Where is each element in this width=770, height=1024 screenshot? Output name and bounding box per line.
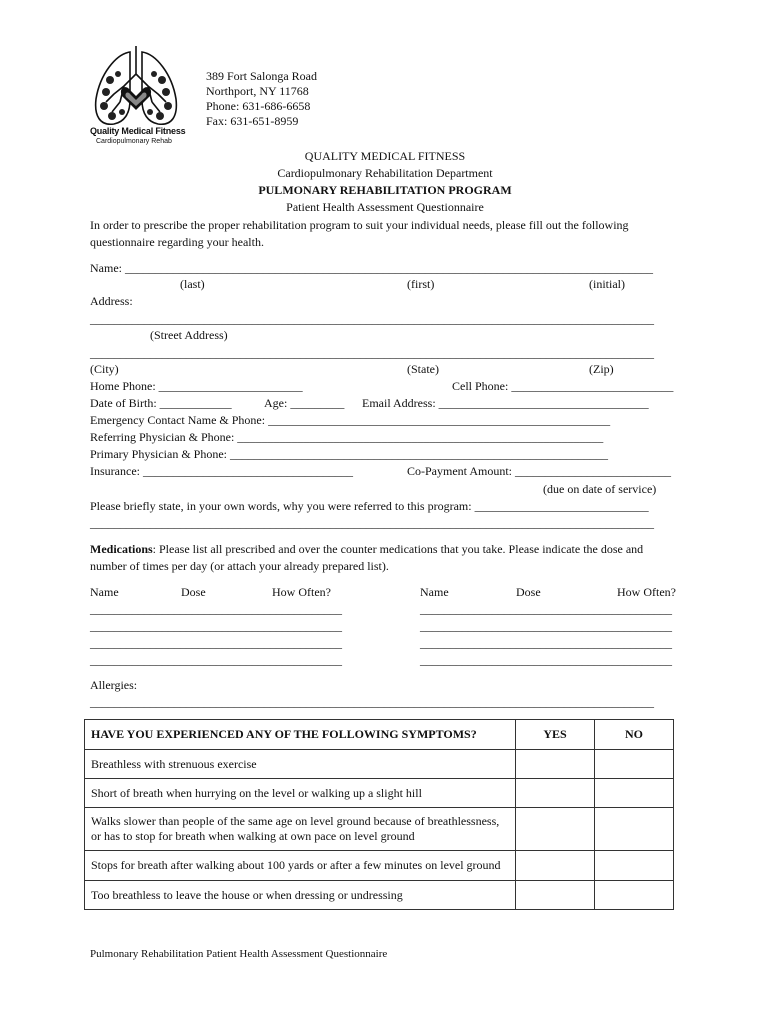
logo-subname: Cardiopulmonary Rehab	[96, 138, 172, 145]
org-name: QUALITY MEDICAL FITNESS	[304, 149, 466, 163]
medications-text: : Please list all prescribed and over the counter medications that you take. Please indicate the dose and	[152, 542, 644, 556]
page-footer: Pulmonary Rehabilitation Patient Health Assessment Questionnaire	[90, 948, 388, 960]
yes-cell[interactable]	[516, 881, 595, 910]
medications-text-2: number of times per day (or attach your already prepared list).	[90, 559, 389, 573]
col-dose-left: Dose	[181, 585, 206, 599]
label-last: (last)	[180, 277, 205, 291]
medications-instructions	[90, 542, 643, 557]
address-street: 389 Fort Salonga Road	[206, 69, 317, 83]
copay-note: (due on date of service)	[543, 482, 657, 496]
age-field[interactable]: Age: _________	[264, 396, 345, 410]
medication-line[interactable]: __________________________________________	[90, 602, 342, 616]
no-cell[interactable]	[595, 881, 674, 910]
medication-line[interactable]: __________________________________________	[420, 636, 672, 650]
referring-physician-field[interactable]: Referring Physician & Phone: _____________________________________________________________	[90, 430, 604, 444]
symptom-text	[85, 808, 516, 851]
table-row	[85, 808, 674, 851]
table-row	[85, 881, 674, 910]
yes-cell[interactable]	[516, 851, 595, 881]
clinic-address	[206, 69, 317, 129]
symptom-text: Stops for breath after walking about 100 yards or after a few minutes on level ground	[85, 851, 516, 881]
symptom-text: Breathless with strenuous exercise	[85, 750, 516, 779]
yes-cell[interactable]	[516, 779, 595, 808]
copay-field[interactable]: Co-Payment Amount: __________________________	[407, 464, 671, 478]
label-street: (Street Address)	[150, 328, 228, 342]
medications-label: Medications	[90, 542, 153, 556]
lungs-icon	[86, 44, 186, 130]
address-city: Northport, NY 11768	[206, 84, 309, 98]
col-often-right: How Often?	[617, 585, 676, 599]
page-subtitle: Patient Health Assessment Questionnaire	[286, 200, 484, 214]
address-fax: Fax: 631-651-8959	[206, 114, 299, 128]
intro-line-1: In order to prescribe the proper rehabilitation program to suit your individual needs, please fill out the following	[90, 218, 629, 232]
dept-name: Cardiopulmonary Rehabilitation Department	[277, 166, 493, 180]
medication-line[interactable]: __________________________________________	[90, 653, 342, 667]
allergies-field[interactable]: ______________________________________________________________________________________________	[90, 695, 654, 709]
symptoms-header: HAVE YOU EXPERIENCED ANY OF THE FOLLOWING SYMPTOMS?	[85, 720, 516, 750]
label-zip: (Zip)	[589, 362, 614, 376]
col-dose-right: Dose	[516, 585, 541, 599]
dob-field[interactable]: Date of Birth: ____________	[90, 396, 232, 410]
table-row	[85, 779, 674, 808]
medication-line[interactable]: __________________________________________	[420, 602, 672, 616]
referral-reason-line[interactable]: ______________________________________________________________________________________________	[90, 516, 654, 530]
cell-phone-field[interactable]: Cell Phone: ___________________________	[452, 379, 674, 393]
street-field[interactable]: ______________________________________________________________________________________________	[90, 312, 654, 326]
symptom-text: Short of breath when hurrying on the level or walking up a slight hill	[85, 779, 516, 808]
symptoms-table	[84, 719, 674, 910]
address-phone: Phone: 631-686-6658	[206, 99, 311, 113]
yes-header: YES	[516, 720, 595, 750]
home-phone-field[interactable]: Home Phone: ________________________	[90, 379, 303, 393]
no-cell[interactable]	[595, 851, 674, 881]
medication-line[interactable]: __________________________________________	[90, 636, 342, 650]
no-cell[interactable]	[595, 808, 674, 851]
city-state-zip-field[interactable]: ______________________________________________________________________________________________	[90, 346, 654, 360]
table-header-row	[85, 720, 674, 750]
symptom-text: Too breathless to leave the house or when dressing or undressing	[85, 881, 516, 910]
program-title: PULMONARY REHABILITATION PROGRAM	[258, 183, 512, 197]
medication-line[interactable]: __________________________________________	[420, 619, 672, 633]
label-state: (State)	[407, 362, 439, 376]
medication-line[interactable]: __________________________________________	[90, 619, 342, 633]
yes-cell[interactable]	[516, 808, 595, 851]
symptom-line: or has to stop for breath when walking at own pace on level ground	[91, 829, 415, 843]
no-cell[interactable]	[595, 750, 674, 779]
yes-cell[interactable]	[516, 750, 595, 779]
table-row	[85, 750, 674, 779]
name-field[interactable]: Name: ________________________________________________________________________________________	[90, 261, 653, 275]
allergies-label: Allergies:	[90, 678, 138, 692]
emergency-contact-field[interactable]: Emergency Contact Name & Phone: _________________________________________________________	[90, 413, 611, 427]
insurance-field[interactable]: Insurance: ___________________________________	[90, 464, 353, 478]
referral-reason-field[interactable]: Please briefly state, in your own words, why you were referred to this program: _____________________________	[90, 499, 649, 513]
col-name-left: Name	[90, 585, 119, 599]
label-initial: (initial)	[589, 277, 625, 291]
logo-name: Quality Medical Fitness	[90, 126, 186, 136]
no-cell[interactable]	[595, 779, 674, 808]
email-field[interactable]: Email Address: ___________________________________	[362, 396, 649, 410]
label-first: (first)	[407, 277, 435, 291]
table-row	[85, 851, 674, 881]
col-often-left: How Often?	[272, 585, 331, 599]
symptom-line: Walks slower than people of the same age on level ground because of breathlessness,	[91, 814, 500, 828]
address-label: Address:	[90, 294, 133, 308]
medication-line[interactable]: __________________________________________	[420, 653, 672, 667]
col-name-right: Name	[420, 585, 449, 599]
label-city: (City)	[90, 362, 119, 376]
intro-line-2: questionnaire regarding your health.	[90, 235, 264, 249]
primary-physician-field[interactable]: Primary Physician & Phone: _______________________________________________________________	[90, 447, 608, 461]
no-header: NO	[595, 720, 674, 750]
